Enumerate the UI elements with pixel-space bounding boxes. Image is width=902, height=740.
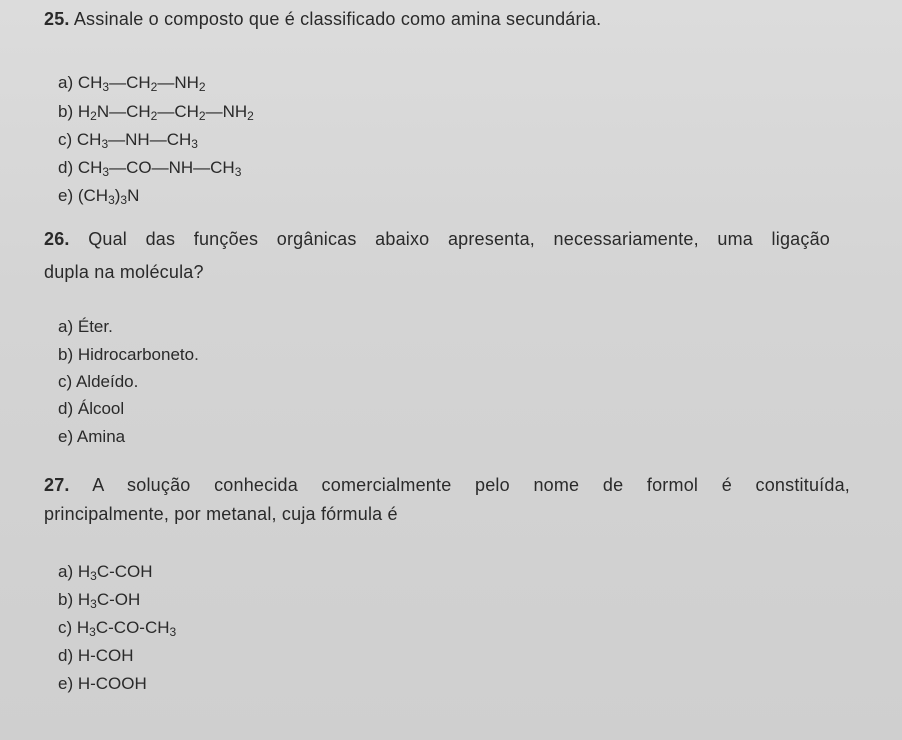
- q25-option-e: [58, 185, 139, 211]
- option-letter: b): [58, 102, 78, 121]
- chemical-formula: $CH_3—NH—CH_3$: [76, 130, 198, 151]
- q27-option-e: [58, 673, 147, 695]
- q25-option-a: [58, 72, 206, 98]
- option-letter: a): [58, 562, 78, 581]
- chemical-formula: $CH_3—CO—NH—CH_3$: [77, 158, 242, 179]
- chemical-formula: $(CH_3)_3N$: [77, 186, 140, 207]
- q26-option-e: e) Amina: [58, 427, 126, 446]
- q26-option-a: a) Éter.: [58, 317, 113, 336]
- question-25: [44, 8, 601, 30]
- option-letter: d): [58, 158, 78, 177]
- q27-option-d: [58, 645, 134, 667]
- chemical-formula: H-COH: [77, 646, 134, 665]
- q26-option-c: c) Aldeído.: [58, 372, 139, 391]
- question-27-line2: [44, 503, 398, 525]
- q25-option-c: [58, 129, 198, 155]
- option-letter: b): [58, 590, 78, 609]
- question-number: 26.: [44, 229, 70, 249]
- question-26-line2: [44, 261, 204, 283]
- q25-option-d: [58, 157, 241, 183]
- question-26: [44, 228, 830, 250]
- option-letter: d): [58, 646, 78, 665]
- question-text-line1: 26. Qual das funções orgânicas abaixo apresenta, necessariamente, uma ligação: [44, 229, 830, 249]
- question-27: [44, 474, 850, 496]
- option-letter: a): [58, 73, 78, 92]
- chemical-formula: $H_2N—CH_2—CH_2—NH_2$: [77, 102, 254, 123]
- option-letter: e): [58, 186, 78, 205]
- chemical-formula: $H_3C-CO-CH_3$: [76, 618, 177, 639]
- question-number: 25.: [44, 9, 70, 29]
- q26-option-d: d) Álcool: [58, 399, 125, 418]
- q27-option-b: [58, 589, 140, 615]
- option-letter: e): [58, 674, 78, 693]
- question-text: Assinale o composto que é classificado como amina secundária.: [73, 9, 602, 29]
- q27-option-a: [58, 561, 153, 587]
- question-text-line1: 27. A solução conhecida comercialmente pelo nome de formol é constituída,: [44, 475, 850, 495]
- chemical-formula: $CH_3—CH_2—NH_2$: [77, 73, 206, 94]
- option-letter: c): [58, 130, 77, 149]
- option-letter: c): [58, 618, 77, 637]
- q27-option-c: [58, 617, 176, 643]
- chemical-formula: H-COOH: [77, 674, 147, 693]
- question-text-line2: principalmente, por metanal, cuja fórmula é: [44, 504, 398, 524]
- question-number: 27.: [44, 475, 70, 495]
- chemical-formula: $H_3C$-COH: [77, 562, 153, 583]
- question-text-line2: dupla na molécula?: [44, 262, 204, 282]
- q25-option-b: [58, 101, 254, 127]
- chemical-formula: $H_3C-OH$: [77, 590, 141, 611]
- q26-option-b: b) Hidrocarboneto.: [58, 345, 199, 364]
